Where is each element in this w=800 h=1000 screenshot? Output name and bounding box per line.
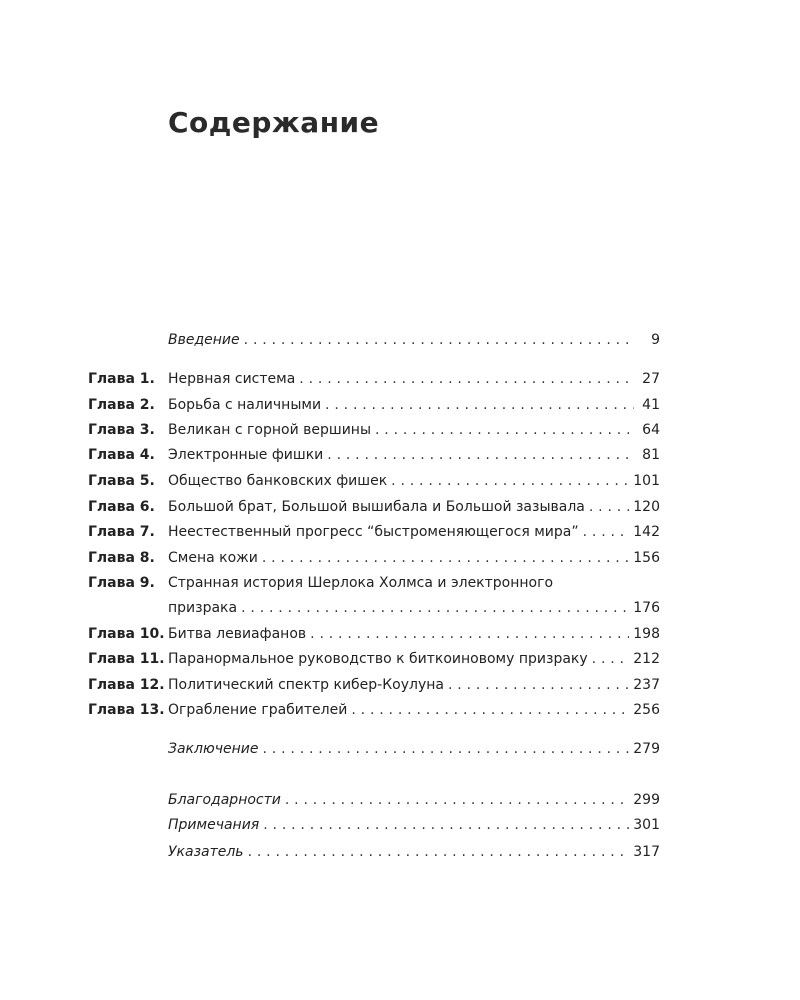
dot-leader — [375, 417, 634, 443]
toc-entry-chapter-6[interactable] — [0, 494, 800, 520]
toc-entry-chapter-12[interactable] — [0, 672, 800, 698]
toc-entry-notes[interactable] — [0, 812, 800, 838]
entry-title: Странная история Шерлока Холмса и электронного — [168, 575, 554, 591]
page-number: 317 — [633, 844, 660, 860]
page-number: 212 — [633, 651, 660, 667]
entry-title-continued: призрака — [168, 600, 238, 616]
entry-title: Указатель — [168, 844, 244, 860]
entry-title: Большой брат, Большой вышибала и Большой зазывала — [168, 499, 585, 515]
toc-entry-chapter-2[interactable] — [0, 392, 800, 418]
entry-title: Введение — [168, 332, 240, 348]
dot-leader — [263, 812, 629, 838]
dot-leader — [592, 646, 630, 672]
dot-leader — [351, 697, 629, 723]
dot-leader — [391, 468, 629, 494]
entry-title: Битва левиафанов — [168, 626, 307, 642]
dot-leader — [262, 545, 629, 571]
entry-title: Заключение — [168, 741, 259, 757]
chapter-label: Глава 9. — [88, 575, 155, 591]
page-number: 279 — [633, 741, 660, 757]
page-number: 101 — [633, 473, 660, 489]
toc-entry-chapter-4[interactable] — [0, 442, 800, 468]
page-number: 237 — [633, 677, 660, 693]
page-number: 142 — [633, 524, 660, 540]
toc-entry-chapter-5[interactable] — [0, 468, 800, 494]
toc-entry-chapter-11[interactable] — [0, 646, 800, 672]
chapter-label: Глава 12. — [88, 677, 165, 693]
chapter-label: Глава 2. — [88, 397, 155, 413]
chapter-label: Глава 1. — [88, 371, 155, 387]
toc-entry-chapter-8[interactable] — [0, 545, 800, 571]
toc-entry-chapter-13[interactable] — [0, 697, 800, 723]
page-number: 176 — [633, 600, 660, 616]
page-title: Содержание — [168, 106, 380, 139]
dot-leader — [244, 327, 634, 353]
entry-title: Смена кожи — [168, 550, 258, 566]
entry-title: Великан с горной вершины — [168, 422, 371, 438]
entry-title: Примечания — [168, 817, 260, 833]
entry-title: Нервная система — [168, 371, 296, 387]
dot-leader — [325, 392, 634, 418]
entry-title: Политический спектр кибер-Коулуна — [168, 677, 444, 693]
chapter-label: Глава 4. — [88, 447, 155, 463]
page-number: 256 — [633, 702, 660, 718]
entry-title: Общество банковских фишек — [168, 473, 388, 489]
chapter-label: Глава 11. — [88, 651, 165, 667]
toc-entry-acknowledgements[interactable] — [0, 787, 800, 813]
page-number: 299 — [633, 792, 660, 808]
page-number: 156 — [633, 550, 660, 566]
toc-entry-chapter-9[interactable] — [0, 570, 800, 596]
page-number: 301 — [633, 817, 660, 833]
page-number: 27 — [642, 371, 660, 387]
page-number: 81 — [642, 447, 660, 463]
chapter-label: Глава 10. — [88, 626, 165, 642]
chapter-label: Глава 13. — [88, 702, 165, 718]
entry-title: Паранормальное руководство к биткоиновому призраку — [168, 651, 588, 667]
entry-title: Ограбление грабителей — [168, 702, 348, 718]
chapter-label: Глава 6. — [88, 499, 155, 515]
toc-entry-chapter-7[interactable] — [0, 519, 800, 545]
entry-title: Борьба с наличными — [168, 397, 322, 413]
chapter-label: Глава 3. — [88, 422, 155, 438]
entry-title: Электронные фишки — [168, 447, 324, 463]
page-number: 41 — [642, 397, 660, 413]
toc-entry-chapter-1[interactable] — [0, 366, 800, 392]
dot-leader — [310, 621, 629, 647]
chapter-label: Глава 7. — [88, 524, 155, 540]
toc-entry-chapter-3[interactable] — [0, 417, 800, 443]
toc-entry-chapter-10[interactable] — [0, 621, 800, 647]
dot-leader — [583, 519, 630, 545]
dot-leader — [589, 494, 629, 520]
dot-leader — [299, 366, 634, 392]
entry-title: Благодарности — [168, 792, 281, 808]
dot-leader — [327, 442, 634, 468]
entry-title: Неестественный прогресс “быстроменяющегося мира” — [168, 524, 579, 540]
chapter-label: Глава 5. — [88, 473, 155, 489]
toc-entry-index[interactable] — [0, 839, 800, 865]
page-number: 120 — [633, 499, 660, 515]
page-number: 9 — [651, 332, 660, 348]
dot-leader — [241, 595, 629, 621]
page-number: 198 — [633, 626, 660, 642]
toc-entry-chapter-9-cont[interactable] — [0, 595, 800, 621]
toc-entry-intro[interactable] — [0, 327, 800, 353]
dot-leader — [448, 672, 629, 698]
toc-entry-conclusion[interactable] — [0, 736, 800, 762]
page-number: 64 — [642, 422, 660, 438]
dot-leader — [263, 736, 630, 762]
chapter-label: Глава 8. — [88, 550, 155, 566]
dot-leader — [248, 839, 630, 865]
dot-leader — [285, 787, 629, 813]
